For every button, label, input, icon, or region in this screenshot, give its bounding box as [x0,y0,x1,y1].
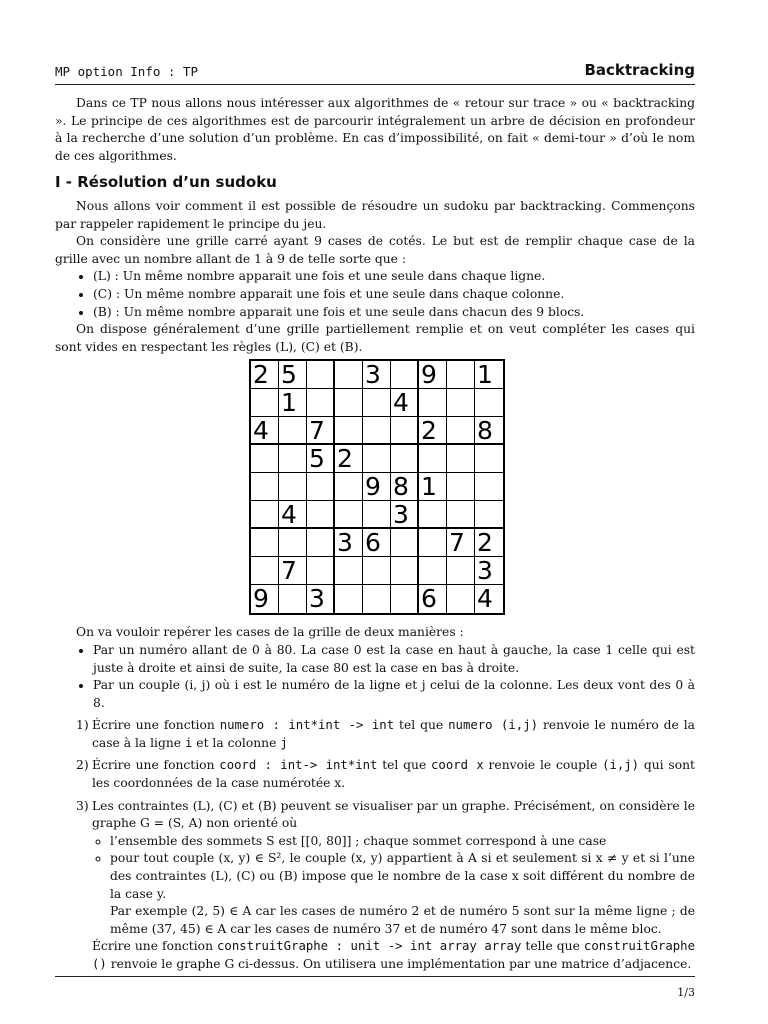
sudoku-cell: 6 [363,529,391,557]
sudoku-cell: 4 [391,389,419,417]
sudoku-cell [447,585,475,613]
sudoku-cell: 1 [475,361,503,389]
sudoku-cell [335,501,363,529]
code-snippet: coord : int-> int*int [219,758,378,773]
sudoku-cell [335,585,363,613]
sudoku-cell [475,445,503,473]
sudoku-cell [363,417,391,445]
sudoku-cell [391,361,419,389]
sudoku-cell [335,473,363,501]
code-snippet: coord x [431,758,484,773]
sudoku-cell [447,445,475,473]
question-2 [55,757,695,792]
question-text: Écrire une fonction [92,718,220,733]
paragraph-1: Nous allons voir comment il est possible de résoudre un sudoku par backtracking. Commençons par rappeler rapidement le principe du jeu. [55,198,695,231]
sudoku-cell: 7 [447,529,475,557]
sudoku-cell [307,389,335,417]
section-title: I - Résolution d’un sudoku [55,173,277,192]
sudoku-cell: 1 [279,389,307,417]
code-snippet: construitGraphe : unit -> int array array [217,939,522,954]
sudoku-cell [335,389,363,417]
sudoku-cell: 6 [419,585,447,613]
sudoku-cell [447,361,475,389]
sudoku-grid [249,359,505,615]
question-text: telle que [521,939,584,954]
code-snippet: j [280,735,288,750]
sudoku-cell [419,389,447,417]
question-text: Les contraintes (L), (C) et (B) peuvent se visualiser par un graphe. Précisément, on considère le graphe G = (S, A) non orienté où [92,798,695,831]
question-text: Écrire une fonction [92,939,218,954]
graph-example: Par exemple (2, 5) ∈ A car les cases de numéro 2 et de numéro 5 sont sur la même ligne ; de même (37, 45) ∈ A car les cases de numéro 37 et de numéro 47 sont dans le même bloc. [110,904,695,936]
sudoku-cell: 2 [475,529,503,557]
code-snippet: numero (i,j) [448,718,539,733]
question-text: renvoie le numéro de la case à la ligne [92,718,696,750]
sudoku-cell: 3 [307,585,335,613]
sudoku-cell: 4 [279,501,307,529]
sudoku-cell [475,501,503,529]
question-3 [55,798,695,974]
sudoku-cell [363,501,391,529]
sudoku-cell [391,445,419,473]
paragraph-2: On considère une grille carré ayant 9 cases de cotés. Le but est de remplir chaque case de la grille avec un nombre allant de 1 à 9 de telle sorte que : [55,234,695,266]
sudoku-cell: 2 [335,445,363,473]
rule-item-b: • (B) : Un même nombre apparait une fois et une seule dans chacun des 9 blocs. [93,304,695,322]
sudoku-cell [475,389,503,417]
sudoku-cell: 2 [419,417,447,445]
sudoku-cell: 2 [251,361,279,389]
sudoku-cell [447,417,475,445]
sudoku-cell [391,585,419,613]
header-rule [55,84,695,85]
question-text: qui sont les coordonnées de la case numérotée x. [92,758,695,791]
paragraph-4: On va vouloir repérer les cases de la grille de deux manières : [76,625,464,640]
sudoku-cell [279,585,307,613]
code-snippet: construitGraphe () [92,939,695,971]
sudoku-cell [251,557,279,585]
sudoku-cell [307,529,335,557]
graph-definition-list [92,833,695,903]
rule-item-l: • (L) : Un même nombre apparait une fois et une seule dans chaque ligne. [93,268,695,286]
sudoku-cell [279,417,307,445]
intro-paragraph: Dans ce TP nous allons nous intéresser aux algorithmes de « retour sur trace » ou « backtracking ». Le principe de ces algorithmes est de parcourir intégralement un arbre de décision en profondeur à la recherche d’une solution d’un problème. En cas d’impossibilité, on fait « demi-tour » d’où le nom de ces algorithmes. [55,96,695,163]
sudoku-cell [251,445,279,473]
question-1 [55,717,695,752]
sudoku-cell [391,529,419,557]
question-text: tel que [394,718,449,733]
footer-rule [55,976,695,977]
sudoku-cell [251,473,279,501]
question-number: 1) [76,718,89,733]
sudoku-cell: 3 [363,361,391,389]
code-snippet: (i,j) [602,758,640,773]
question-number: 3) [76,798,89,813]
sudoku-cell [251,389,279,417]
sudoku-cell [335,361,363,389]
question-number: 2) [76,758,89,773]
header-course: MP option Info : TP [55,64,198,79]
question-text: renvoie le graphe G ci-dessus. On utilisera une implémentation par une matrice d’adjacence. [106,957,692,971]
sudoku-figure [55,356,695,624]
question-text: Écrire une fonction [92,758,220,773]
sudoku-cell [419,557,447,585]
sudoku-cell [363,445,391,473]
sudoku-cell [251,501,279,529]
sudoku-cell [279,529,307,557]
question-text: renvoie le couple [483,758,603,773]
sudoku-cell [419,529,447,557]
sudoku-cell [475,473,503,501]
header-title: Backtracking [584,61,695,79]
sudoku-cell [251,529,279,557]
sudoku-cell: 8 [391,473,419,501]
sudoku-cell [363,389,391,417]
page-number: 1/3 [677,986,695,999]
sudoku-cell [307,473,335,501]
sudoku-cell [307,501,335,529]
sudoku-cell [335,557,363,585]
sudoku-cell: 9 [251,585,279,613]
sudoku-cell: 7 [279,557,307,585]
questions-list [55,717,695,973]
rules-list [55,268,695,321]
sudoku-cell: 4 [251,417,279,445]
graph-vertices-item: ◦ l’ensemble des sommets S est [[0, 80]] ; chaque sommet correspond à une case [110,833,695,851]
sudoku-cell [307,557,335,585]
sudoku-cell: 5 [279,361,307,389]
sudoku-cell: 7 [307,417,335,445]
sudoku-cell [363,557,391,585]
sudoku-cell [391,557,419,585]
sudoku-cell [279,445,307,473]
sudoku-cell: 1 [419,473,447,501]
question-text: et la colonne [192,735,281,750]
sudoku-cell [447,501,475,529]
sudoku-cell [307,361,335,389]
paragraph-3: On dispose généralement d’une grille partiellement remplie et on veut compléter les cases qui sont vides en respectant les règles (L), (C) et (B). [55,322,695,354]
sudoku-cell [391,417,419,445]
repere-list [55,642,695,712]
sudoku-cell [335,417,363,445]
question-3-task [92,938,695,973]
document-body [55,95,695,974]
sudoku-cell [419,501,447,529]
sudoku-cell [447,473,475,501]
code-snippet: i [184,735,193,750]
sudoku-cell: 5 [307,445,335,473]
sudoku-cell: 9 [419,361,447,389]
sudoku-cell: 3 [475,557,503,585]
question-text: tel que [377,758,432,773]
sudoku-cell: 8 [475,417,503,445]
repere-item-couple: • Par un couple (i, j) où i est le numéro de la ligne et j celui de la colonne. Les deux vont des 0 à 8. [93,677,695,712]
sudoku-cell [363,585,391,613]
sudoku-cell [419,445,447,473]
sudoku-cell [279,473,307,501]
sudoku-cell [447,389,475,417]
sudoku-cell: 3 [335,529,363,557]
rule-item-c: • (C) : Un même nombre apparait une fois et une seule dans chaque colonne. [93,286,695,304]
repere-item-number: • Par un numéro allant de 0 à 80. La case 0 est la case en haut à gauche, la case 1 celle qui est juste à droite et ainsi de suite, la case 80 est la case en bas à droite. [93,642,695,677]
graph-edges-item: ◦ pour tout couple (x, y) ∈ S², le couple (x, y) appartient à A si et seulement si x ≠ y et si l’une des contraintes (L), (C) ou (B) impose que le nombre de la case x soit différent du nombre de la case y. [110,850,695,903]
sudoku-cell [447,557,475,585]
code-snippet: numero : int*int -> int [219,718,395,733]
sudoku-cell: 4 [477,584,493,614]
sudoku-cell: 9 [363,473,391,501]
sudoku-cell: 3 [391,501,419,529]
